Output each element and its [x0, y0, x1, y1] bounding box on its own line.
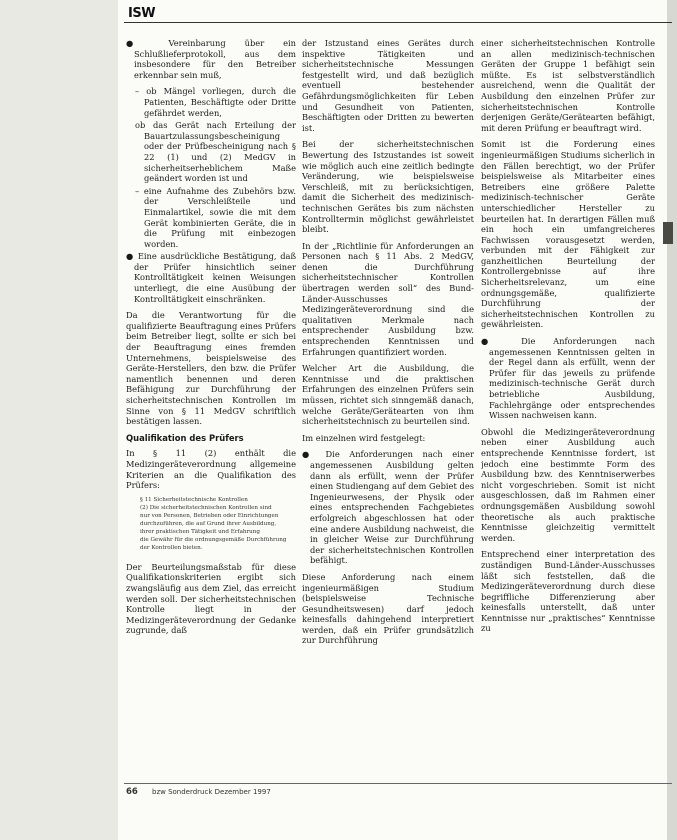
- paragraph: Bei der sicherheitstechnischen Bewertung des Istzustandes ist soweit wie möglich auch eine zeitlich bedingte Veränderung, wie beispielsweise Verschleiß, mit zu berücksichtigen, damit die Sicherheit des medizinisch-technischen Gerätes bis zum nächsten Kontrolltermin möglichst gewährleistet bleibt.: [302, 139, 474, 235]
- paragraph: Obwohl die Medizingeräteverordnung neben einer Ausbildung auch entsprechende Kenntnisse fordert, ist jedoch eine bestimmte Form des Ausbildung bzw. des Kenntniserwerbes nicht vorgeschrieben. Somit ist nicht ausgeschlossen, daß im Rahmen einer ordnungsgemäßen Ausbildung sowohl theoretische als auch praktische Kenntnisse gleichzeitig vermittelt werden.: [481, 426, 655, 543]
- section-heading: Qualifikation des Prüfers: [126, 432, 244, 443]
- paragraph: Entsprechend einer interpretation des zuständigen Bund-Länder-Ausschusses läßt sich feststellen, daß die Medizingeräteverordnung durch diese begriffliche Differenzierung aber keinesfalls unterstellt, daß unter Kenntnisse nur „praktisches“ Kenntnisse zu: [481, 549, 655, 634]
- paragraph: In der „Richtlinie für Anforderungen an Personen nach § 11 Abs. 2 MedGV, denen die Durchführung sicherheitstechnischer Kontrollen übertragen werden soll“ des Bund-Länder-Ausschusses Medizingeräteverordnung sind die qualitativen Merkmale nach entsprechender Ausbildung bzw. entsprechenden Kenntnissen und Erfahrungen quantifiziert worden.: [302, 240, 474, 357]
- paragraph: Somit ist die Forderung eines ingenieurmäßigen Studiums sicherlich in den Fällen berechtigt, wo der Prüfer beispielsweise als Mitarbeiter eines Betreibers eine größere Palette medizinisch-technischer Geräte unterschiedlicher Hersteller zu beurteilen hat. In derartigen Fällen muß ein hoch ein umfangreicheres Fachwissen vorausgesetzt werden, verbunden mit der Fähigkeit zur ganzheitlichen Beurteilung der Kontrollergebnisse auf ihre Sicherheitsrelevanz, um eine ordnungsgemäße, qualifizierte Durchführung der sicherheitstechnischen Kontrollen zu gewährleisten.: [481, 139, 655, 330]
- paragraph: Da die Verantwortung für die qualifizierte Beauftragung eines Prüfers beim Betreiber liegt, sollte er sich bei der Beauftragung eines fremden Unternehmens, beispielsweise des Geräte-Herstellers, den bzw. die Prüfer namentlich benennen und deren Befähigung zur Durchführung der sicherheitstechnischen Kontrollen im Sinne von § 11 MedGV schriftlich bestätigen lassen.: [126, 310, 296, 427]
- footnote-line: durchzuführen, die auf Grund ihrer Ausbildung,: [140, 520, 277, 527]
- paragraph: Der Beurteilungsmaßstab für diese Qualifikationskriterien ergibt sich zwangsläufig aus dem Ziel, das erreicht werden soll. Der sicherheitstechnischen Kontrolle liegt in der Medizingeräteverordnung der Gedanke zugrunde, daß: [126, 561, 296, 636]
- footnote-line: ihrer praktischen Tätigkeit und Erfahrung: [140, 528, 260, 535]
- bullet-paragraph: ● Die Anforderungen nach angemessenen Kenntnissen gelten in der Regel dann als erfüllt, wenn der Prüfer für das jeweils zu prüfende medizinisch-technische Gerät durch betriebliche Ausbildung, Fachlehrgänge oder entsprechendes Wissen nachweisen kann.: [481, 336, 655, 421]
- column-2: [302, 38, 474, 778]
- footnote-line: die Gewähr für die ordnungsgemäße Durchführung: [140, 536, 287, 543]
- scan-margin: [0, 0, 118, 840]
- footnote-line: nur von Personen, Betrieben oder Einrichtungen: [140, 512, 279, 519]
- paragraph: der Istzustand eines Gerätes durch inspektive Tätigkeiten und sicherheitstechnische Messungen festgestellt wird, und daß bezüglich eventuell bestehender Gefährdungsmöglichkeiten für Leben und Gesundheit von Patienten, Beschäftigten oder Dritten zu bewerten ist.: [302, 38, 474, 133]
- bullet-paragraph: ● Vereinbarung über ein Schlußlieferprotokoll, aus dem insbesondere für den Betreiber erkennbar sein muß,: [126, 38, 296, 80]
- footnote-block: [126, 497, 296, 552]
- paragraph: Diese Anforderung nach einem ingenieurmäßigen Studium (beispielsweise Technische Gesundheitswesen) darf jedoch keinesfalls dahingehend interpretiert werden, daß ein Prüfer grundsätzlich zur Durchführung: [302, 571, 474, 646]
- journal-logo: ISW: [128, 6, 156, 21]
- footnote-line: § 11 Sicherheitstechnische Kontrollen: [140, 496, 248, 503]
- paragraph: Welcher Art die Ausbildung, die Kenntnisse und die praktischen Erfahrungen des einzelnen Prüfers sein müssen, richtet sich sinngemäß danach, welche Geräte/Gerätearten von ihm sicherheitstechnisch zu beurteilen sind.: [302, 363, 474, 427]
- page-edge-tab: [663, 222, 673, 244]
- paragraph: In § 11 (2) enthält die Medizingeräteverordnung allgemeine Kriterien an die Qualifikation des Prüfers:: [126, 448, 296, 491]
- column-3: [481, 38, 655, 778]
- footnote-line: (2) Die sicherheitstechnischen Kontrollen sind: [140, 504, 272, 511]
- paragraph: einer sicherheitstechnischen Kontrolle an allen medizinisch-technischen Geräten der Gruppe 1 befähigt sein müßte. Es ist selbstverständlich ausreichend, wenn die Qualität der Ausbildung den einzelnen Prüfer zur sicherheitstechnischen Kontrolle derjenigen Geräte/Gerätearten befähigt, mit deren Prüfung er beauftragt wird.: [481, 38, 655, 133]
- header-rule: [124, 22, 672, 23]
- sub-item: – eine Aufnahme des Zubehörs bzw. der Verschleißteile und Einmalartikel, sowie die mit dem Gerät kombinierten Geräte, die in die Prüfung mit einbezogen worden.: [135, 185, 296, 249]
- footnote-line: der Kontrollen bieten.: [140, 544, 203, 551]
- page-edge-shadow: [667, 0, 677, 840]
- journal-name: bzw Sonderdruck Dezember 1997: [152, 788, 271, 796]
- sub-item: ob das Gerät nach Erteilung der Bauartzulassungsbescheinigung oder der Prüfbescheinigung nach § 22 (1) und (2) MedGV in sicherheitserheblichem Maße geändert worden ist und: [135, 120, 296, 184]
- paragraph: Im einzelnen wird festgelegt:: [302, 432, 426, 443]
- column-1: [126, 38, 296, 778]
- page-footer: [124, 783, 672, 798]
- page-number: 66: [126, 787, 138, 797]
- sub-item: – ob Mängel vorliegen, durch die Patienten, Beschäftigte oder Dritte gefährdet werden,: [135, 86, 296, 118]
- bullet-paragraph: ● Die Anforderungen nach einer angemessenen Ausbildung gelten dann als erfüllt, wenn der Prüfer einen Studiengang auf dem Gebiet des Ingenieurwesens, der Physik oder eines entsprechenden Fachgebietes erfolgreich abgeschlossen hat oder eine andere Ausbildung nachweist, die in gleicher Weise zur Durchführung der sicherheitstechnischen Kontrollen befähigt.: [302, 449, 474, 566]
- bullet-paragraph: ● Eine ausdrückliche Bestätigung, daß der Prüfer hinsichtlich seiner Kontrolltätigkeit keinen Weisungen unterliegt, die eine Ausübung der Kontrolltätigkeit einschränken.: [126, 251, 296, 304]
